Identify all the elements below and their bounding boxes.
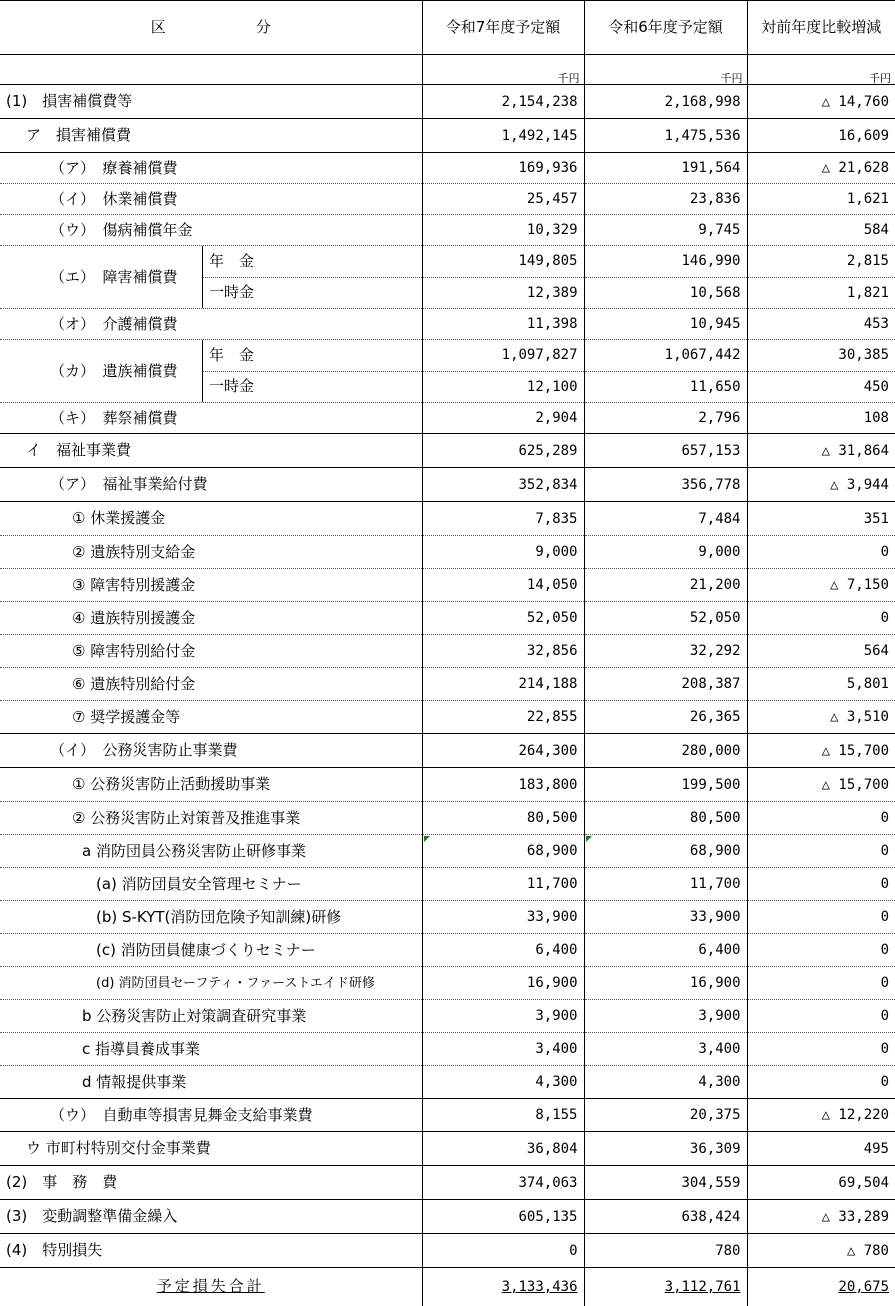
row-label: ② 公務災害防止対策普及推進事業 <box>0 802 422 835</box>
value-diff: 0 <box>747 835 895 868</box>
value-diff: △ 3,510 <box>747 701 895 734</box>
table-row <box>0 635 895 668</box>
value-fy6: 9,000 <box>584 536 747 569</box>
value-diff: 0 <box>747 602 895 635</box>
value-fy7: 2,154,238 <box>422 85 584 119</box>
cell-comment-marker <box>424 836 430 842</box>
row-label: （イ） 休業補償費 <box>0 184 422 215</box>
value-fy7: 14,050 <box>422 569 584 602</box>
value-fy7: 33,900 <box>422 901 584 934</box>
value-fy7: 7,835 <box>422 502 584 536</box>
value-fy6: 23,836 <box>584 184 747 215</box>
value-diff: △ 31,864 <box>747 434 895 468</box>
row-label: c 指導員養成事業 <box>0 1033 422 1066</box>
value-fy6: 21,200 <box>584 569 747 602</box>
table-row <box>0 502 895 536</box>
value-fy7: 4,300 <box>422 1066 584 1099</box>
value-diff: 0 <box>747 1000 895 1033</box>
total-label-text: 予定損失合計 <box>156 1277 265 1296</box>
row-label: (4) 特別損失 <box>0 1234 422 1268</box>
value-diff: 69,504 <box>747 1166 895 1200</box>
row-label: a 消防団員公務災害防止研修事業 <box>0 835 422 868</box>
row-label: ア 損害補償費 <box>0 119 422 153</box>
table-row <box>0 1000 895 1033</box>
row-label-group <box>0 340 422 403</box>
row-label: ⑥ 遺族特別給付金 <box>0 668 422 701</box>
value-diff: 5,801 <box>747 668 895 701</box>
value-fy7: 214,188 <box>422 668 584 701</box>
row-sublabel: 年 金 <box>209 345 255 364</box>
value-fy6: 33,900 <box>584 901 747 934</box>
header-diff: 対前年度比較増減 <box>747 1 895 55</box>
header-fy6: 令和6年度予定額 <box>584 1 747 55</box>
row-label: ① 休業援護金 <box>0 502 422 536</box>
value-diff: △ 15,700 <box>747 734 895 768</box>
value-fy7: 1,492,145 <box>422 119 584 153</box>
value-diff: △ 21,628 <box>747 153 895 184</box>
value-diff: 584 <box>747 215 895 246</box>
value-diff: 0 <box>747 1066 895 1099</box>
value-diff: △ 33,289 <box>747 1200 895 1234</box>
value-fy6: 11,700 <box>584 868 747 901</box>
value-fy7: 8,155 <box>422 1099 584 1132</box>
value-fy6: 2,796 <box>584 403 747 434</box>
row-label: （キ） 葬祭補償費 <box>0 403 422 434</box>
value-diff: 0 <box>747 802 895 835</box>
row-sublabel: 一時金 <box>203 371 422 403</box>
unit-label-cell <box>0 55 422 85</box>
row-label: （オ） 介護補償費 <box>0 309 422 340</box>
value-fy6: 1,067,442 <box>584 340 747 372</box>
table-row <box>0 868 895 901</box>
row-label: (1) 損害補償費等 <box>0 85 422 119</box>
table-row <box>0 768 895 802</box>
value-fy6: 304,559 <box>584 1166 747 1200</box>
row-label: （ウ） 傷病補償年金 <box>0 215 422 246</box>
value-fy7: 32,856 <box>422 635 584 668</box>
row-label: ③ 障害特別援護金 <box>0 569 422 602</box>
table-row <box>0 1066 895 1099</box>
unit-row <box>0 55 895 85</box>
value-fy6: 16,900 <box>584 967 747 1000</box>
table-row <box>0 1132 895 1166</box>
table-row <box>0 215 895 246</box>
table-row <box>0 246 895 278</box>
value-diff: 495 <box>747 1132 895 1166</box>
cell-comment-marker <box>586 836 592 842</box>
value-fy6: 2,168,998 <box>584 85 747 119</box>
value-fy6: 356,778 <box>584 468 747 502</box>
value-diff: 453 <box>747 309 895 340</box>
value-fy7: 36,804 <box>422 1132 584 1166</box>
row-label: （ア） 療養補償費 <box>0 153 422 184</box>
value-fy7: 169,936 <box>422 153 584 184</box>
table-row <box>0 403 895 434</box>
value-diff: 16,609 <box>747 119 895 153</box>
row-label: (a) 消防団員安全管理セミナー <box>0 868 422 901</box>
value-text: 68,900 <box>526 843 578 859</box>
table-row <box>0 701 895 734</box>
value-fy7: 52,050 <box>422 602 584 635</box>
total-value: 3,133,436 <box>501 1278 578 1295</box>
row-label: （カ） 遺族補償費 <box>50 361 178 380</box>
value-fy7: 25,457 <box>422 184 584 215</box>
row-sublabel: 年 金 <box>209 251 255 270</box>
value-diff: 1,821 <box>747 277 895 309</box>
value-diff: 0 <box>747 868 895 901</box>
value-fy7: 3,900 <box>422 1000 584 1033</box>
row-label: ① 公務災害防止活動援助事業 <box>0 768 422 802</box>
value-fy7: 12,100 <box>422 371 584 403</box>
table-row <box>0 569 895 602</box>
header-row <box>0 1 895 55</box>
value-fy6: 26,365 <box>584 701 747 734</box>
value-diff: △ 14,760 <box>747 85 895 119</box>
value-diff: 0 <box>747 536 895 569</box>
table-row <box>0 1099 895 1132</box>
value-fy6: 7,484 <box>584 502 747 536</box>
value-fy7: 605,135 <box>422 1200 584 1234</box>
value-fy7 <box>422 835 584 868</box>
value-fy7: 80,500 <box>422 802 584 835</box>
row-label: (b) S-KYT(消防団危険予知訓練)研修 <box>0 901 422 934</box>
value-diff: △ 12,220 <box>747 1099 895 1132</box>
value-fy7: 625,289 <box>422 434 584 468</box>
value-fy7: 183,800 <box>422 768 584 802</box>
total-value: 3,112,761 <box>664 1278 741 1295</box>
value-fy6: 10,568 <box>584 277 747 309</box>
table-row <box>0 184 895 215</box>
row-label-group <box>0 246 422 309</box>
value-fy6: 657,153 <box>584 434 747 468</box>
value-diff: 0 <box>747 901 895 934</box>
table-row <box>0 835 895 868</box>
table-row <box>0 85 895 119</box>
value-fy6: 3,900 <box>584 1000 747 1033</box>
value-fy6: 36,309 <box>584 1132 747 1166</box>
value-text: 68,900 <box>689 843 741 859</box>
unit-diff: 千円 <box>747 55 895 85</box>
value-diff: △ 7,150 <box>747 569 895 602</box>
value-diff: 2,815 <box>747 246 895 278</box>
value-fy6: 6,400 <box>584 934 747 967</box>
row-label: ⑦ 奨学援護金等 <box>0 701 422 734</box>
value-fy6: 32,292 <box>584 635 747 668</box>
row-label: （エ） 障害補償費 <box>50 267 178 286</box>
row-label: （イ） 公務災害防止事業費 <box>0 734 422 768</box>
row-label: （ア） 福祉事業給付費 <box>0 468 422 502</box>
value-diff: 0 <box>747 934 895 967</box>
value-fy6: 638,424 <box>584 1200 747 1234</box>
table-row <box>0 1166 895 1200</box>
value-fy7: 149,805 <box>422 246 584 278</box>
value-fy7: 16,900 <box>422 967 584 1000</box>
value-fy6: 80,500 <box>584 802 747 835</box>
value-fy7: 11,398 <box>422 309 584 340</box>
value-fy6: 1,475,536 <box>584 119 747 153</box>
value-diff: 30,385 <box>747 340 895 372</box>
row-label: (2) 事 務 費 <box>0 1166 422 1200</box>
table-row <box>0 309 895 340</box>
row-label: ⑤ 障害特別給付金 <box>0 635 422 668</box>
table-row <box>0 340 895 372</box>
value-fy6: 146,990 <box>584 246 747 278</box>
header-fy7: 令和7年度予定額 <box>422 1 584 55</box>
value-fy7: 12,389 <box>422 277 584 309</box>
table-row <box>0 1200 895 1234</box>
value-fy6: 191,564 <box>584 153 747 184</box>
unit-fy7: 千円 <box>422 55 584 85</box>
value-fy7: 1,097,827 <box>422 340 584 372</box>
table-row <box>0 536 895 569</box>
value-diff: 108 <box>747 403 895 434</box>
row-label: d 情報提供事業 <box>0 1066 422 1099</box>
value-diff: 0 <box>747 967 895 1000</box>
value-diff: △ 15,700 <box>747 768 895 802</box>
value-fy6 <box>584 835 747 868</box>
value-diff: △ 780 <box>747 1234 895 1268</box>
table-row <box>0 1234 895 1268</box>
table-row <box>0 468 895 502</box>
table-row <box>0 153 895 184</box>
row-label: イ 福祉事業費 <box>0 434 422 468</box>
table-row <box>0 434 895 468</box>
value-fy6: 20,375 <box>584 1099 747 1132</box>
header-category: 区 分 <box>0 1 422 55</box>
value-fy6: 3,400 <box>584 1033 747 1066</box>
value-fy6: 11,650 <box>584 371 747 403</box>
value-fy7: 11,700 <box>422 868 584 901</box>
value-fy6: 4,300 <box>584 1066 747 1099</box>
value-fy6: 199,500 <box>584 768 747 802</box>
value-fy6: 10,945 <box>584 309 747 340</box>
value-fy6: 9,745 <box>584 215 747 246</box>
value-fy6: 780 <box>584 1234 747 1268</box>
value-fy7: 264,300 <box>422 734 584 768</box>
value-fy7: 352,834 <box>422 468 584 502</box>
value-fy7: 22,855 <box>422 701 584 734</box>
value-fy7: 3,400 <box>422 1033 584 1066</box>
table-row <box>0 602 895 635</box>
value-fy7: 2,904 <box>422 403 584 434</box>
value-diff: △ 3,944 <box>747 468 895 502</box>
table-row <box>0 802 895 835</box>
row-label: ウ 市町村特別交付金事業費 <box>0 1132 422 1166</box>
value-diff: 1,621 <box>747 184 895 215</box>
table-row <box>0 119 895 153</box>
row-label: ② 遺族特別支給金 <box>0 536 422 569</box>
table-row <box>0 934 895 967</box>
row-label: (c) 消防団員健康づくりセミナー <box>0 934 422 967</box>
table-row <box>0 1033 895 1066</box>
value-fy7: 6,400 <box>422 934 584 967</box>
table-row <box>0 734 895 768</box>
table-row <box>0 668 895 701</box>
unit-fy6: 千円 <box>584 55 747 85</box>
value-diff: 450 <box>747 371 895 403</box>
row-label: ④ 遺族特別援護金 <box>0 602 422 635</box>
total-value: 20,675 <box>838 1278 889 1295</box>
value-fy7: 9,000 <box>422 536 584 569</box>
row-label: (d) 消防団員セーフティ・ファーストエイド研修 <box>0 967 422 1000</box>
value-diff: 0 <box>747 1033 895 1066</box>
row-label: b 公務災害防止対策調査研究事業 <box>0 1000 422 1033</box>
value-fy7: 10,329 <box>422 215 584 246</box>
value-fy6: 280,000 <box>584 734 747 768</box>
table-row <box>0 967 895 1000</box>
row-sublabel: 一時金 <box>203 277 422 309</box>
table-row <box>0 901 895 934</box>
value-fy6: 52,050 <box>584 602 747 635</box>
value-fy7: 374,063 <box>422 1166 584 1200</box>
value-diff: 564 <box>747 635 895 668</box>
value-fy7: 0 <box>422 1234 584 1268</box>
value-fy6: 208,387 <box>584 668 747 701</box>
row-label: （ウ） 自動車等損害見舞金支給事業費 <box>0 1099 422 1132</box>
value-diff: 351 <box>747 502 895 536</box>
row-label: (3) 変動調整準備金繰入 <box>0 1200 422 1234</box>
